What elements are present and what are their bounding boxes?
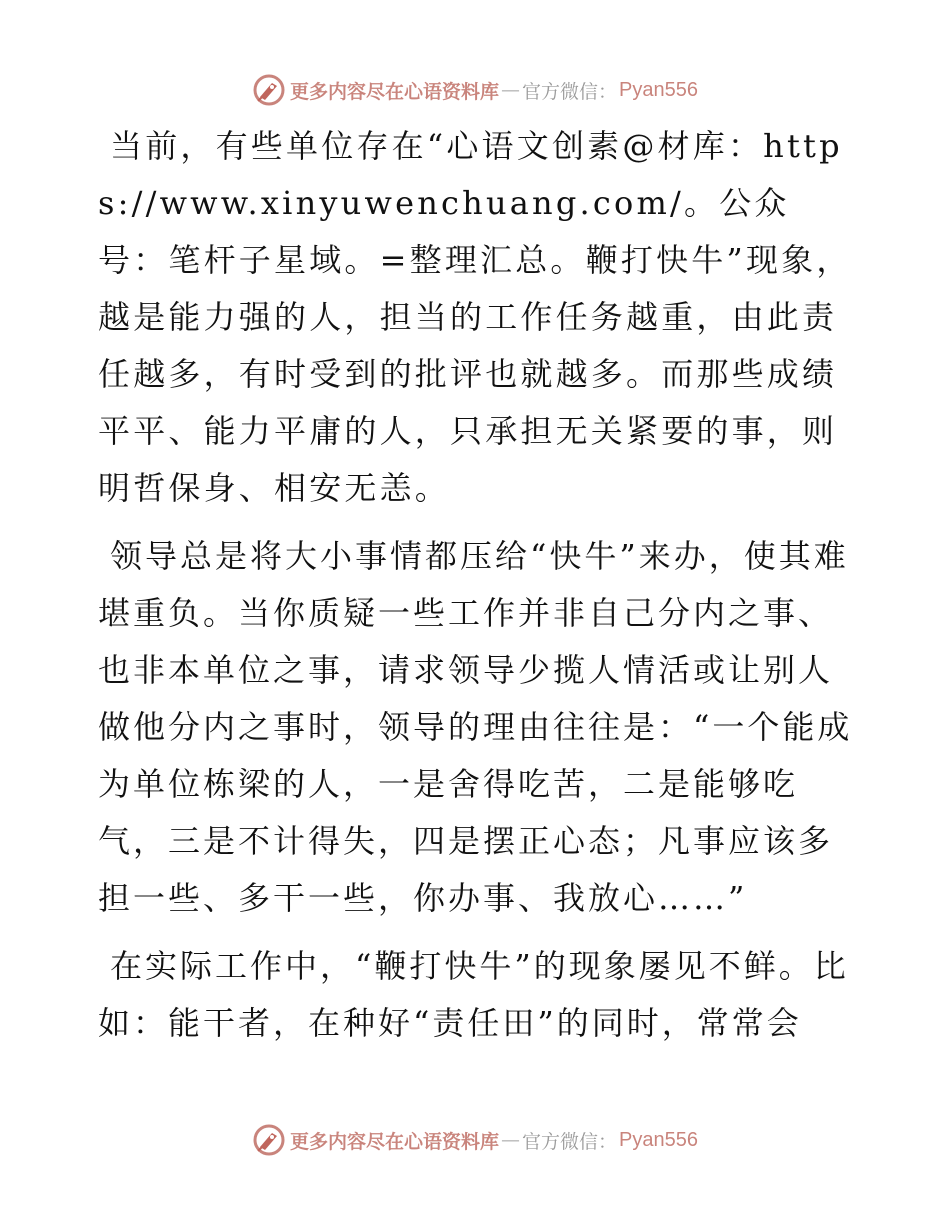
paragraph-3: 在实际工作中，“鞭打快牛”的现象屡见不鲜。比如：能干者，在种好“责任田”的同时，常常会 — [98, 947, 849, 1042]
footer-wechat-label: 官方微信： — [522, 1130, 618, 1153]
paragraph-1: 当前，有些单位存在“心语文创素@材库：https://www.xinyuwenchuang.com/。公众号：笔杆子星域。=整理汇总。鞭打快牛”现象，越是能力强的人，担当的工作任务越重，由此责任越多，有时受到的批评也就越多。而那些成绩平平、能力平庸的人，只承担无关紧要的事，则明哲保身、相安无恙。 — [98, 127, 852, 507]
header-banner — [0, 70, 950, 110]
header-brand-text: 更多内容尽在心语资料库 — [290, 80, 500, 103]
header-wechat-label: 官方微信： — [522, 80, 618, 103]
footer-banner — [0, 1120, 950, 1160]
header-wechat-id: Pyan556 — [619, 78, 698, 101]
document-body — [98, 118, 858, 1063]
pen-nib-logo-icon — [252, 1123, 286, 1157]
pen-nib-logo-icon — [252, 73, 286, 107]
footer-separator: — — [501, 1129, 521, 1151]
header-separator: — — [501, 79, 521, 101]
footer-brand-text: 更多内容尽在心语资料库 — [290, 1130, 500, 1153]
footer-wechat-id: Pyan556 — [619, 1128, 698, 1151]
paragraph-2: 领导总是将大小事情都压给“快牛”来办，使其难堪重负。当你质疑一些工作并非自己分内之事、也非本单位之事，请求领导少揽人情活或让别人做他分内之事时，领导的理由往往是：“一个能成为单位栋梁的人，一是舍得吃苦，二是能够吃气，三是不计得失，四是摆正心态；凡事应该多担一些、多干一些，你办事、我放心……” — [98, 537, 853, 917]
